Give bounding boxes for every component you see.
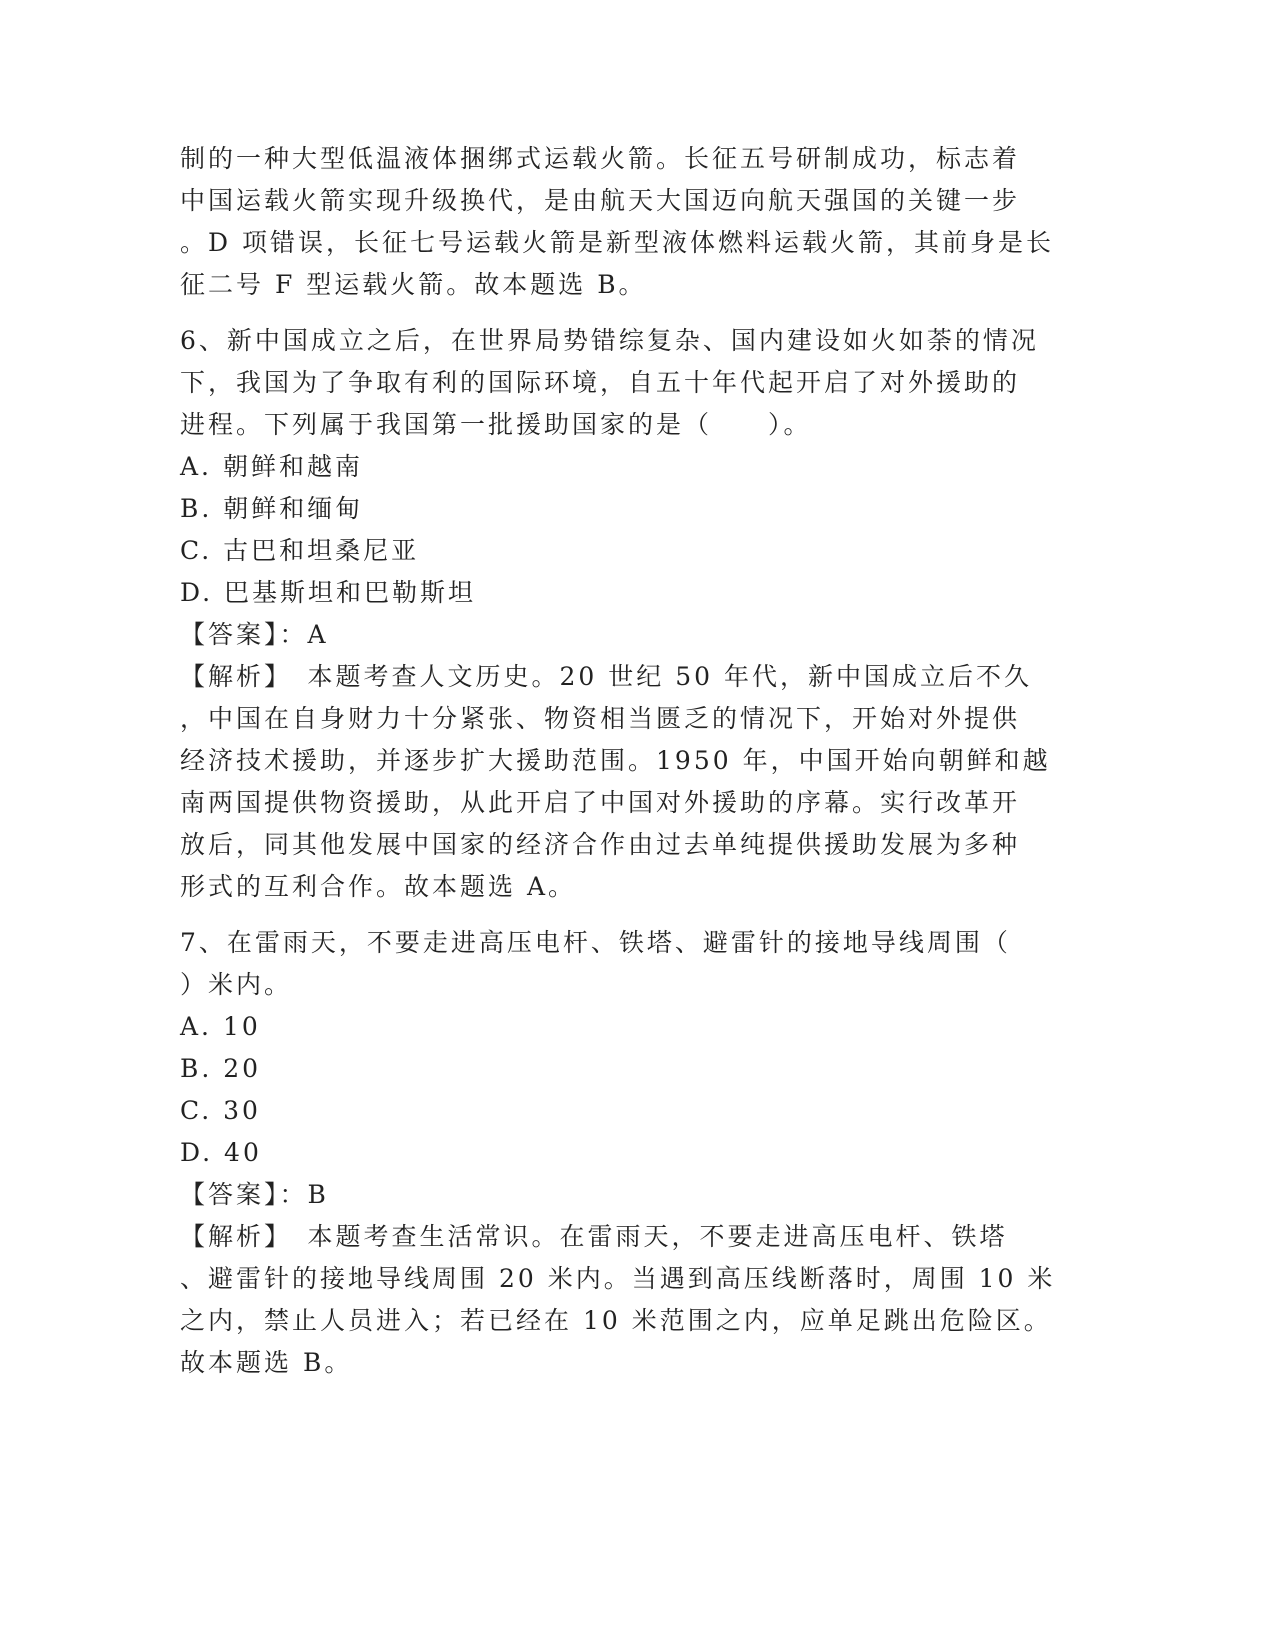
explanation-line: 南两国提供物资援助，从此开启了中国对外援助的序幕。实行改革开 bbox=[180, 788, 1021, 817]
option-a: A. 10 bbox=[180, 1012, 261, 1041]
question-stem-line: ）米内。 bbox=[180, 970, 293, 999]
option-c: C. 古巴和坦桑尼亚 bbox=[180, 536, 420, 565]
option-a: A. 朝鲜和越南 bbox=[180, 452, 363, 481]
text-line: 征二号 F 型运载火箭。故本题选 B。 bbox=[180, 270, 647, 299]
option-b: B. 朝鲜和缅甸 bbox=[180, 494, 364, 523]
question-stem-line: 6、新中国成立之后，在世界局势错综复杂、国内建设如火如荼的情况 bbox=[180, 326, 1039, 355]
explanation-line: 、避雷针的接地导线周围 20 米内。当遇到高压线断落时，周围 10 米 bbox=[180, 1264, 1056, 1293]
prev-explanation-tail bbox=[180, 138, 1054, 306]
explanation-line: 形式的互利合作。故本题选 A。 bbox=[180, 872, 577, 901]
option-c: C. 30 bbox=[180, 1096, 261, 1125]
text-line: 中国运载火箭实现升级换代，是由航天大国迈向航天强国的关键一步 bbox=[180, 186, 1021, 215]
text-line: 制的一种大型低温液体捆绑式运载火箭。长征五号研制成功，标志着 bbox=[180, 144, 1021, 173]
answer-line: 【答案】：A bbox=[180, 620, 329, 649]
explanation-line: 之内，禁止人员进入；若已经在 10 米范围之内，应单足跳出危险区。 bbox=[180, 1306, 1052, 1335]
document-page bbox=[180, 138, 1056, 1384]
question-stem-line: 进程。下列属于我国第一批援助国家的是（ ）。 bbox=[180, 410, 812, 439]
option-b: B. 20 bbox=[180, 1054, 262, 1083]
explanation-line: 【解析】 本题考查生活常识。在雷雨天，不要走进高压电杆、铁塔 bbox=[180, 1222, 1008, 1251]
option-d: D. 40 bbox=[180, 1138, 262, 1167]
question-6 bbox=[180, 320, 1051, 908]
option-d: D. 巴基斯坦和巴勒斯坦 bbox=[180, 578, 477, 607]
answer-line: 【答案】：B bbox=[180, 1180, 329, 1209]
text-line: 。D 项错误，长征七号运载火箭是新型液体燃料运载火箭，其前身是长 bbox=[180, 228, 1054, 257]
explanation-line: 【解析】 本题考查人文历史。20 世纪 50 年代，新中国成立后不久 bbox=[180, 662, 1032, 691]
explanation-line: 放后，同其他发展中国家的经济合作由过去单纯提供援助发展为多种 bbox=[180, 830, 1021, 859]
question-stem-line: 7、在雷雨天，不要走进高压电杆、铁塔、避雷针的接地导线周围（ bbox=[180, 928, 1011, 957]
explanation-line: 经济技术援助，并逐步扩大援助范围。1950 年，中国开始向朝鲜和越 bbox=[180, 746, 1051, 775]
question-stem-line: 下，我国为了争取有利的国际环境，自五十年代起开启了对外援助的 bbox=[180, 368, 1021, 397]
question-7 bbox=[180, 922, 1056, 1384]
explanation-line: ，中国在自身财力十分紧张、物资相当匮乏的情况下，开始对外提供 bbox=[180, 704, 1021, 733]
explanation-line: 故本题选 B。 bbox=[180, 1348, 353, 1377]
